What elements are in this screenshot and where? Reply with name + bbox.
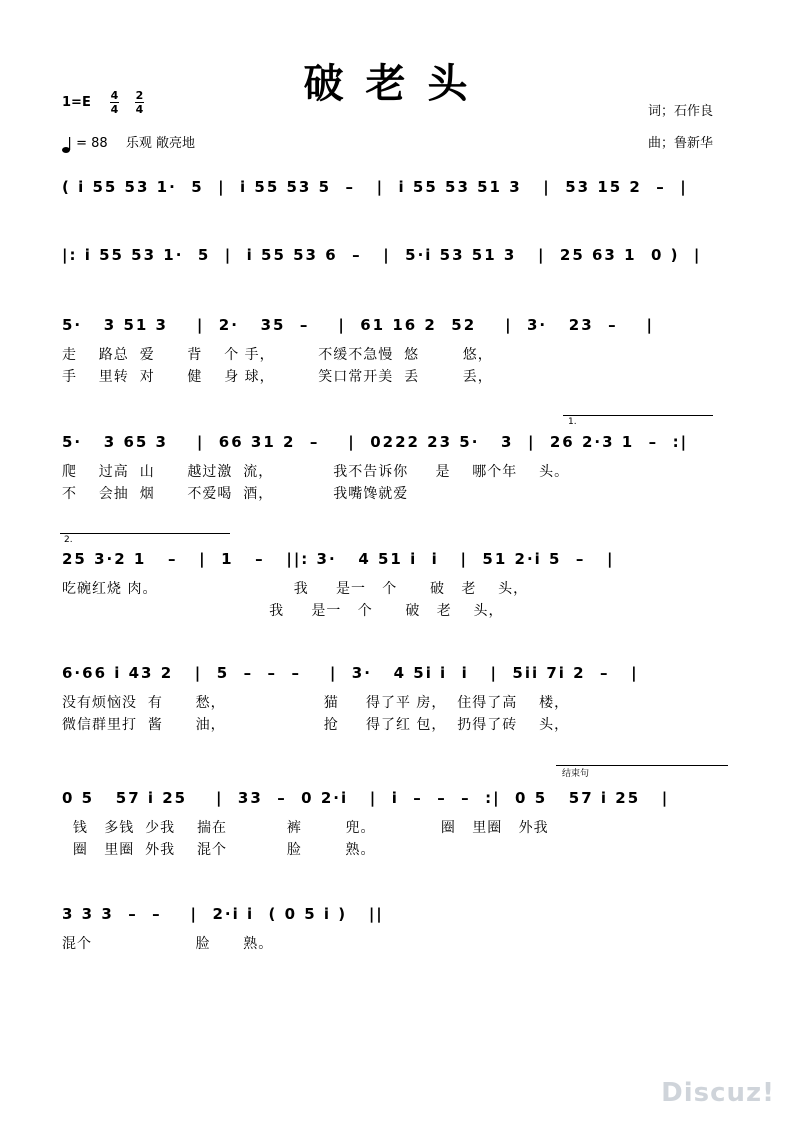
- notes-line: 0 5 57 i 25 | 33 – 0 2·i | i – – – :| 0 5 57 i 25 |: [62, 789, 670, 807]
- lyric-verse-1: 混个 脸 熟。: [62, 936, 274, 952]
- notes-line: 3 3 3 – – | 2·i i ( 0 5 i ) ||: [62, 905, 384, 923]
- key-signature: [62, 95, 91, 110]
- lyric-verse-1: 吃碗红烧 肉。 我 是一 个 破 老 头，: [62, 581, 529, 597]
- tempo-marking: [62, 132, 195, 151]
- lyric-verse-2: 圈 里圈 外我 混个 脸 熟。: [62, 842, 376, 858]
- lyric-verse-2: 手 里转 对 健 身 球， 笑口常开美 丢 丢，: [62, 369, 493, 385]
- volta-2-label: 2.: [64, 535, 73, 545]
- lyric-verse-2: 不 会抽 烟 不爱喝 酒， 我嘴馋就爱: [62, 486, 409, 502]
- lyric-verse-1: 走 路总 爱 背 个 手， 不缓不急慢 悠 悠，: [62, 347, 493, 363]
- lyric-verse-1: 没有烦恼没 有 愁， 猫 得了平 房， 住得了高 楼，: [62, 695, 570, 711]
- time-signature-1: 4 4: [110, 89, 119, 116]
- tempo-value: = 88: [76, 136, 108, 151]
- ending-label: 结束句: [562, 769, 590, 779]
- volta-2-bracket: [60, 533, 230, 534]
- page-title: 破老头: [303, 61, 490, 107]
- time-signature-2: 2 4: [135, 89, 144, 116]
- quarter-note-icon: [62, 137, 72, 151]
- key-label: 1=E: [62, 95, 91, 110]
- ending-bracket: [556, 765, 728, 766]
- lyric-verse-2: 微信群里打 酱 油， 抢 得了红 包， 扔得了砖 头，: [62, 717, 570, 733]
- lyric-verse-1: 爬 过高 山 越过激 流， 我不告诉你 是 哪个年 头。: [62, 464, 570, 480]
- lyric-verse-1: 钱 多钱 少我 揣在 裤 兜。 圈 里圈 外我: [62, 820, 549, 836]
- notes-line: |: i 55 53 1· 5 | i 55 53 6 – | 5·i 53 51 3 | 25 63 1 0 ) |: [62, 246, 702, 264]
- notes-line: 25 3·2 1 – | 1 – ||: 3· 4 51 i i | 51 2·i 5 – |: [62, 550, 615, 568]
- notes-line: ( i 55 53 1· 5 | i 55 53 5 – | i 55 53 51 3 | 53 15 2 – |: [62, 178, 688, 196]
- notes-line: 5· 3 65 3 | 66 31 2 – | 0222 23 5· 3 | 26 2·3 1 – :|: [62, 433, 689, 451]
- lyricist: 词；石作良: [648, 104, 714, 119]
- watermark-logo: Discuz!: [661, 1078, 775, 1108]
- volta-1-label: 1.: [568, 417, 577, 427]
- notes-line: 6·66 i 43 2 | 5 – – – | 3· 4 5i i i | 5ii 7i 2 – |: [62, 664, 639, 682]
- lyric-verse-2: 我 是一 个 破 老 头，: [62, 603, 504, 619]
- volta-1-bracket: [563, 415, 713, 416]
- notes-line: 5· 3 51 3 | 2· 35 – | 61 16 2 52 | 3· 23 – |: [62, 316, 654, 334]
- composer: 曲；鲁新华: [648, 136, 714, 151]
- expression-text: 乐观 敞亮地: [125, 136, 195, 151]
